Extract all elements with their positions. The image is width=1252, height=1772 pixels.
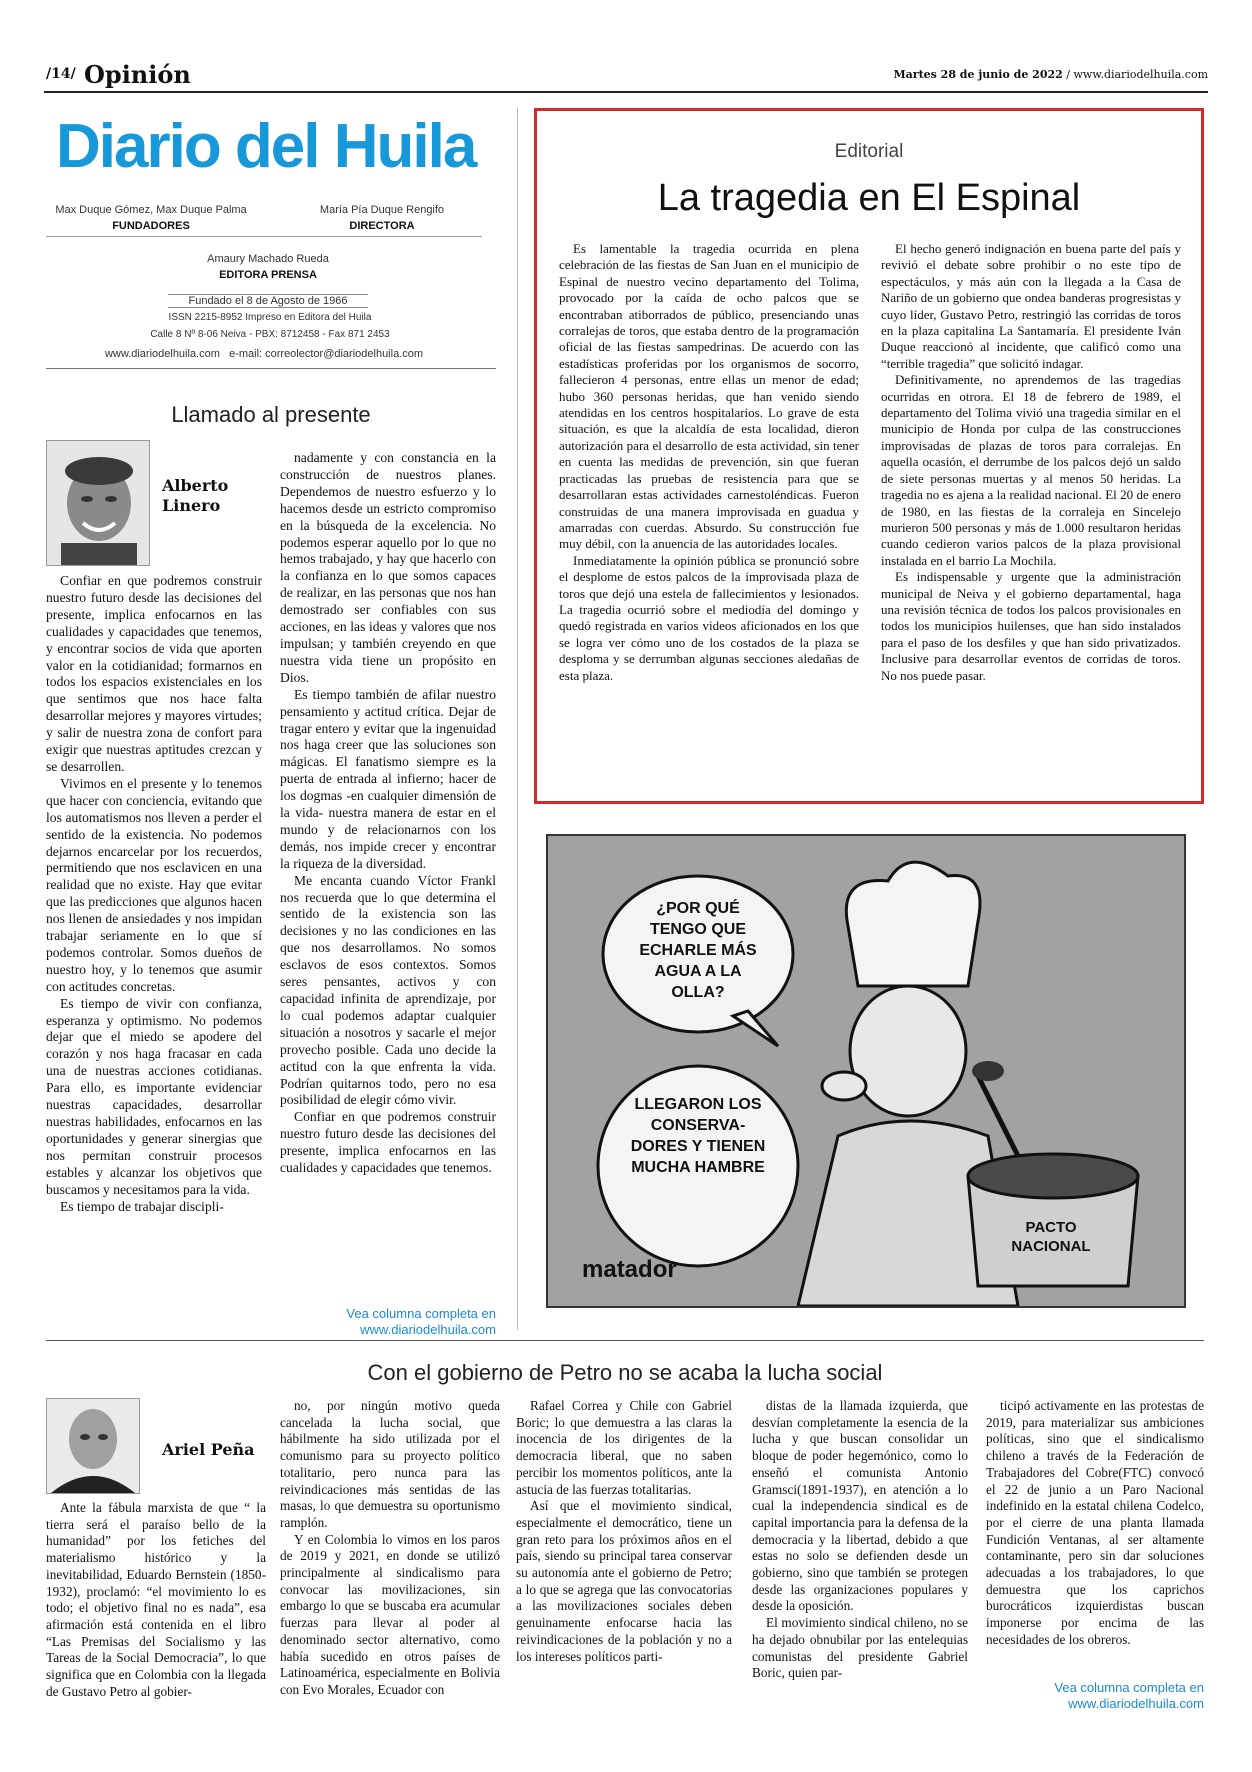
page-number: /14/ [46,66,76,82]
founders-rule [46,236,482,237]
paragraph: Es indispensable y urgente que la administración municipal de Neiva y el gobierno departamental, haga una revisión técnica de todos los palcos provisionales en todos los municipios huilenses, que han sido instalados para el paso de los desfiles y que han sido privatizados. Inclusive para desarrollar eventos de corridas de toros. No nos puede pasar. [881,569,1181,683]
editorial-kicker: Editorial [834,141,904,162]
director-name: María Pía Duque Rengifo [319,204,445,216]
cartoon-sign-text: LLEGARON LOS CONSERVA-DORES Y TIENEN MUCHA HAMBRE [630,1096,766,1176]
paragraph: Y en Colombia lo vimos en los paros de 2019 y 2021, en donde se utilizó principalmente al sindicalismo para convocar las movilizaciones, sin embargo lo que se buscaba era acumular fuerzas para llevar al poder al denominado sector alternativo, como había sucedido en otros países de Latinoamérica, especialmente en Bolivia con Evo Morales, Ecuador con [280,1531,500,1697]
column1-col-a [46,573,262,1215]
cartoon-bubble-text: ¿POR QUÉ TENGO QUE ECHARLE MÁS AGUA A LA OLLA? [639,900,757,1001]
masthead-logo[interactable]: Diario del Huila [56,112,476,181]
date-text: Martes 28 de junio de 2022 [893,68,1063,81]
address-line: Calle 8 Nº 8-06 Neiva - PBX: 8712458 - Fax 871 2453 [150,329,390,340]
column2-col-1 [46,1500,266,1700]
column2-col-3 [516,1398,732,1665]
editor-label: EDITORA PRENSA [219,269,317,281]
column2-link-text[interactable]: Vea columna completa en [1054,1680,1204,1695]
column2-col-4 [752,1398,968,1682]
paragraph: Definitivamente, no aprendemos de las tragedias ocurridas en otrora. El 18 de febrero de 1989, el departamento del Tolima vivió una tragedia similar en el municipio de Honda por culpa de las construcciones improvisadas de plazas de toros para corralejas. En aquella ocasión, el derrumbe de los palcos dejó un saldo de siete personas muertas y al menos 50 heridas. La tragedia no es ajena a la realidad nacional. El 20 de enero de 1980, en las fiestas de la corraleja en Sincelejo murieron 500 personas y más de 1.000 resultaron heridas cuando cedieron varios palcos de la plaza provisional instalada en el barrio La Mochila. [881,372,1181,568]
paragraph: nadamente y con constancia en la construcción de nuestros planes. Dependemos de nuestro esfuerzo y lo hacemos desde un estricto compromiso en la búsqueda de la excelencia. No podemos esperar aquello por lo que no hemos trabajado, y hay que hacerlo con la confianza en lo que somos capaces de realizar, en las personas que nos han demostrado ser confiables con sus acciones, en las ideas y valores que nos impulsan; y también creyendo en que nuestra vida tiene un propósito en Dios. [280,450,496,685]
author-photo-ariel [46,1398,140,1494]
paragraph: distas de la llamada izquierda, que desvían completamente la esencia de la lucha y que buscan consolidar un bloque de poder hegemónico, como lo enseñó el comunista Antonio Gramsci(1891-1937), en atención a lo cual la independencia sindical es de capital importancia para la defensa de la democracia y la libertad, debido a que estas no solo se defienden desde un gobierno, sino que también se protegen desde las organizaciones populares y desde la oposición. [752,1398,968,1614]
editorial-title: La tragedia en El Espinal [657,177,1081,219]
column2-link-url[interactable]: www.diariodelhuila.com [1068,1696,1204,1711]
column1-col-b [280,450,496,1177]
paragraph: Confiar en que podremos construir nuestro futuro desde las decisiones del presente, implica enfocarnos en las cualidades y capacidades que tenemos, y encontrar socios de vida que aporten valor en la cotidianidad; formarnos en todos los espacios existenciales en los que sentimos que nos hace falta desarrollar mejores y mayores virtudes; y salir de nuestra zona de confort para exigir que nuestras aptitudes crezcan y se desarrollen. [46,573,262,774]
paragraph: El hecho generó indignación en buena parte del país y revivió el debate sobre prohibir o no este tipo de espectáculos, y más aún con la llegada a la Casa de Nariño de un gobierno que ondea banderas progresistas y cuyo líder, Gustavo Petro, restringió las corridas de toros en la plaza capitalina La Santamaría. El presidente Iván Duque reaccionó al incidente, que calificó como una “terrible tragedia” que solicitó indagar. [881,241,1181,371]
column-divider [517,108,518,1330]
site-url[interactable]: / www.diariodelhuila.com [1066,68,1208,81]
paragraph: Vivimos en el presente y lo tenemos que hacer con conciencia, evitando que los automatismos nos lleven a perder el sentido de la existencia. No podemos dejarnos encarcelar por los recuerdos, permitiendo que nos esclavicen en una realidad que no existe. Hay que evitar que las predicciones que algunos hacen nos llenen de ansiedades y nos impidan trabajar seriamente en lo que sí podemos controlar. Somos dueños de nuestro hoy, y lo tenemos que asumir con actitudes concretas. [46,775,262,994]
cartoon [546,834,1186,1308]
header-date [893,68,1208,81]
paragraph: Es tiempo también de afilar nuestro pensamiento y actitud crítica. Dejar de tragar entero y evitar que la ingenuidad nos haga creer que las soluciones son mágicas. El fanatismo siempre es la puerta de entrada al infierno; hacer de los dogmas -en cualquier dimensión de la vida- nuestra manera de estar en el mundo y de relacionarnos con los demás, nos impide crecer y encontrar la riqueza de la diversidad. [280,686,496,871]
column2-author: Ariel Peña [162,1440,255,1459]
column1-link[interactable] [280,1306,496,1338]
contact-line: www.diariodelhuila.com e-mail: correolector@diariodelhuila.com [104,348,424,360]
paragraph: Es lamentable la tragedia ocurrida en plena celebración de las fiestas de San Juan en el municipio de Espinal de nuestro vecino departamento del Tolima, provocado por la caída de ocho palcos que se encontraban atiborrados de público, presenciando unas corralejas de toros, que estaba dentro de la programación oficial de las fiestas sampedrinas. De acuerdo con las estadísticas proferidas por los organismos de socorro, fallecieron 4 personas, entre ellas un menor de edad; hubo 360 personas heridas, que han venido siendo atendidas en los centros hospitalarios. Lo grave de esta situación, es que la alcaldía de esta localidad, dieron autorización para el desarrollo de esta actividad, sin tener en cuenta las medidas de prevención, sin que fueran practicadas las pruebas de resistencia para que se desarrollaran estas actividades carnestoléndicas. Fueron construidas de una manera improvisada en guadua y amarradas con cuerdas. Absurdo. Su construcción fue muy débil, con la anuencia de las autoridades locales. [559,241,859,552]
editorial-col-1 [559,241,859,684]
paragraph: Me encanta cuando Víctor Frankl nos recuerda que lo que determina el sentido de la existencia son las decisiones y no las condiciones en las que nos desarrollamos. No somos esclavos de esos contextos. Somos seres pensantes, activos y con capacidad infinita de aprendizaje, por lo cual podemos adaptar cualquier situación a nosotros y sacarle el mejor provecho posible. Cada uno decide la actitud con la que enfrenta la vida. Podrían quitarnos todo, pero no esa posibilidad de elegir cómo vivir. [280,872,496,1108]
paragraph: Ante la fábula marxista de que “ la tierra será el paraíso bello de la humanidad” por los fetiches del materialismo histórico y la inevitabilidad, Eduardo Bernstein (1850-1932), proclamó: “el movimiento lo es todo; el objetivo final no es nada”, esa afirmación está contenida en el libro “Las Premisas del Socialismo y las Tareas de la Social Democracia”, lo que significa que en Colombia con la llegada de Gustavo Petro al gobier- [46,1500,266,1699]
column2-title: Con el gobierno de Petro no se acaba la lucha social [367,1360,883,1385]
header-rule [44,91,1208,93]
cartoon-signature: matador [582,1256,677,1283]
column1-title: Llamado al presente [171,402,371,427]
column2-col-5 [986,1398,1204,1649]
column1-author: Alberto Linero [162,476,229,515]
paragraph: ticipó activamente en las protestas de 2019, para materializar sus ambiciones políticas, sino que el sindicalismo chileno a través de la Federación de Trabajadores del Cobre(FTC) convocó el 22 de junio a un Paro Nacional indefinido en la estatal chilena Codelco, por el cierre de una planta llamada Fundición Ventanas, al ser altamente contaminante, pero sin dar soluciones adecuadas a los trabajadores, lo que demuestra que los caprichos burocráticos izquierdistas buscan imponerse por encima de las necesidades de los obreros. [986,1398,1204,1647]
column2-col-2 [280,1398,500,1699]
paragraph: Rafael Correa y Chile con Gabriel Boric; lo que demuestra a las claras la inocencia de los dirigentes de la democracia liberal, que no saben percibir los momentos políticos, ante la astucia de las fuerzas totalitarias. [516,1398,732,1497]
founders-label: FUNDADORES [112,220,190,232]
paragraph: Así que el movimiento sindical, especialmente el democrático, tiene un gran reto para los próximos años en el país, siendo su principal tarea conservar su autonomía ante el gobierno de Petro; a lo que se agrega que las convocatorias a las movilizaciones sociales deben genuinamente enfocarse hacia las reivindicaciones de la población y no a los intereses políticos parti- [516,1498,732,1664]
column1-link-text[interactable]: Vea columna completa en [346,1306,496,1321]
section-title: Opinión [84,60,191,89]
column2-link[interactable] [986,1680,1204,1712]
director-label: DIRECTORA [349,220,415,232]
paragraph: Es tiempo de trabajar discipli- [60,1198,224,1214]
column1-link-url[interactable]: www.diariodelhuila.com [360,1322,496,1337]
bottom-rule [46,1340,1204,1341]
editorial-box [534,108,1204,804]
paragraph: Confiar en que podremos construir nuestro futuro desde las decisiones del presente, implica enfocarnos en las cualidades y capacidades que tenemos. [280,1109,496,1176]
masthead-rule [46,368,496,369]
paragraph: El movimiento sindical chileno, no se ha dejado obnubilar por las entelequias comunistas del presidente Gabriel Boric, quien par- [752,1615,968,1681]
founded-date: Fundado el 8 de Agosto de 1966 [168,294,368,308]
editorial-col-2 [881,241,1181,684]
paragraph: Es tiempo de vivir con confianza, esperanza y optimismo. No podemos dejar que el miedo se apodere del corazón y nos haga fracasar en cada una de nuestras acciones cotidianas. Para ello, es importante evidenciar nuestras capacidades, desarrollar nuestras habilidades, enfocarnos en las oportunidades y generar sinergias que nos permitan construir procesos estables y alcanzar los objetivos que buscamos y necesitamos para la vida. [46,995,262,1197]
author-photo-alberto [46,440,150,566]
paragraph: no, por ningún motivo queda cancelada la lucha social, que hábilmente ha sido utilizada por el comunismo para su proyecto político totalitario, pero nunca para las reivindicaciones más sentidas de las masas, lo que demuestra su oportunismo ramplón. [280,1398,500,1530]
paragraph: Inmediatamente la opinión pública se pronunció sobre el desplome de estos palcos de la improvisada plaza de toros que dejó una estela de fallecimientos y lesionados. La tragedia ocurrió sobre el mediodía del domingo y quedó registrada en varios videos aficionados en los que se logra ver cómo uno de los costados de la plaza se desploma y se derrumban algunas secciones aledañas de esta plaza. [559,552,859,683]
founders-names: Max Duque Gómez, Max Duque Palma [55,204,247,216]
issn-line: ISSN 2215-8952 Impreso en Editora del Huila [168,312,372,323]
cartoon-pot-label: PACTO NACIONAL [1011,1219,1091,1255]
editor-name: Amaury Machado Rueda [207,253,329,265]
